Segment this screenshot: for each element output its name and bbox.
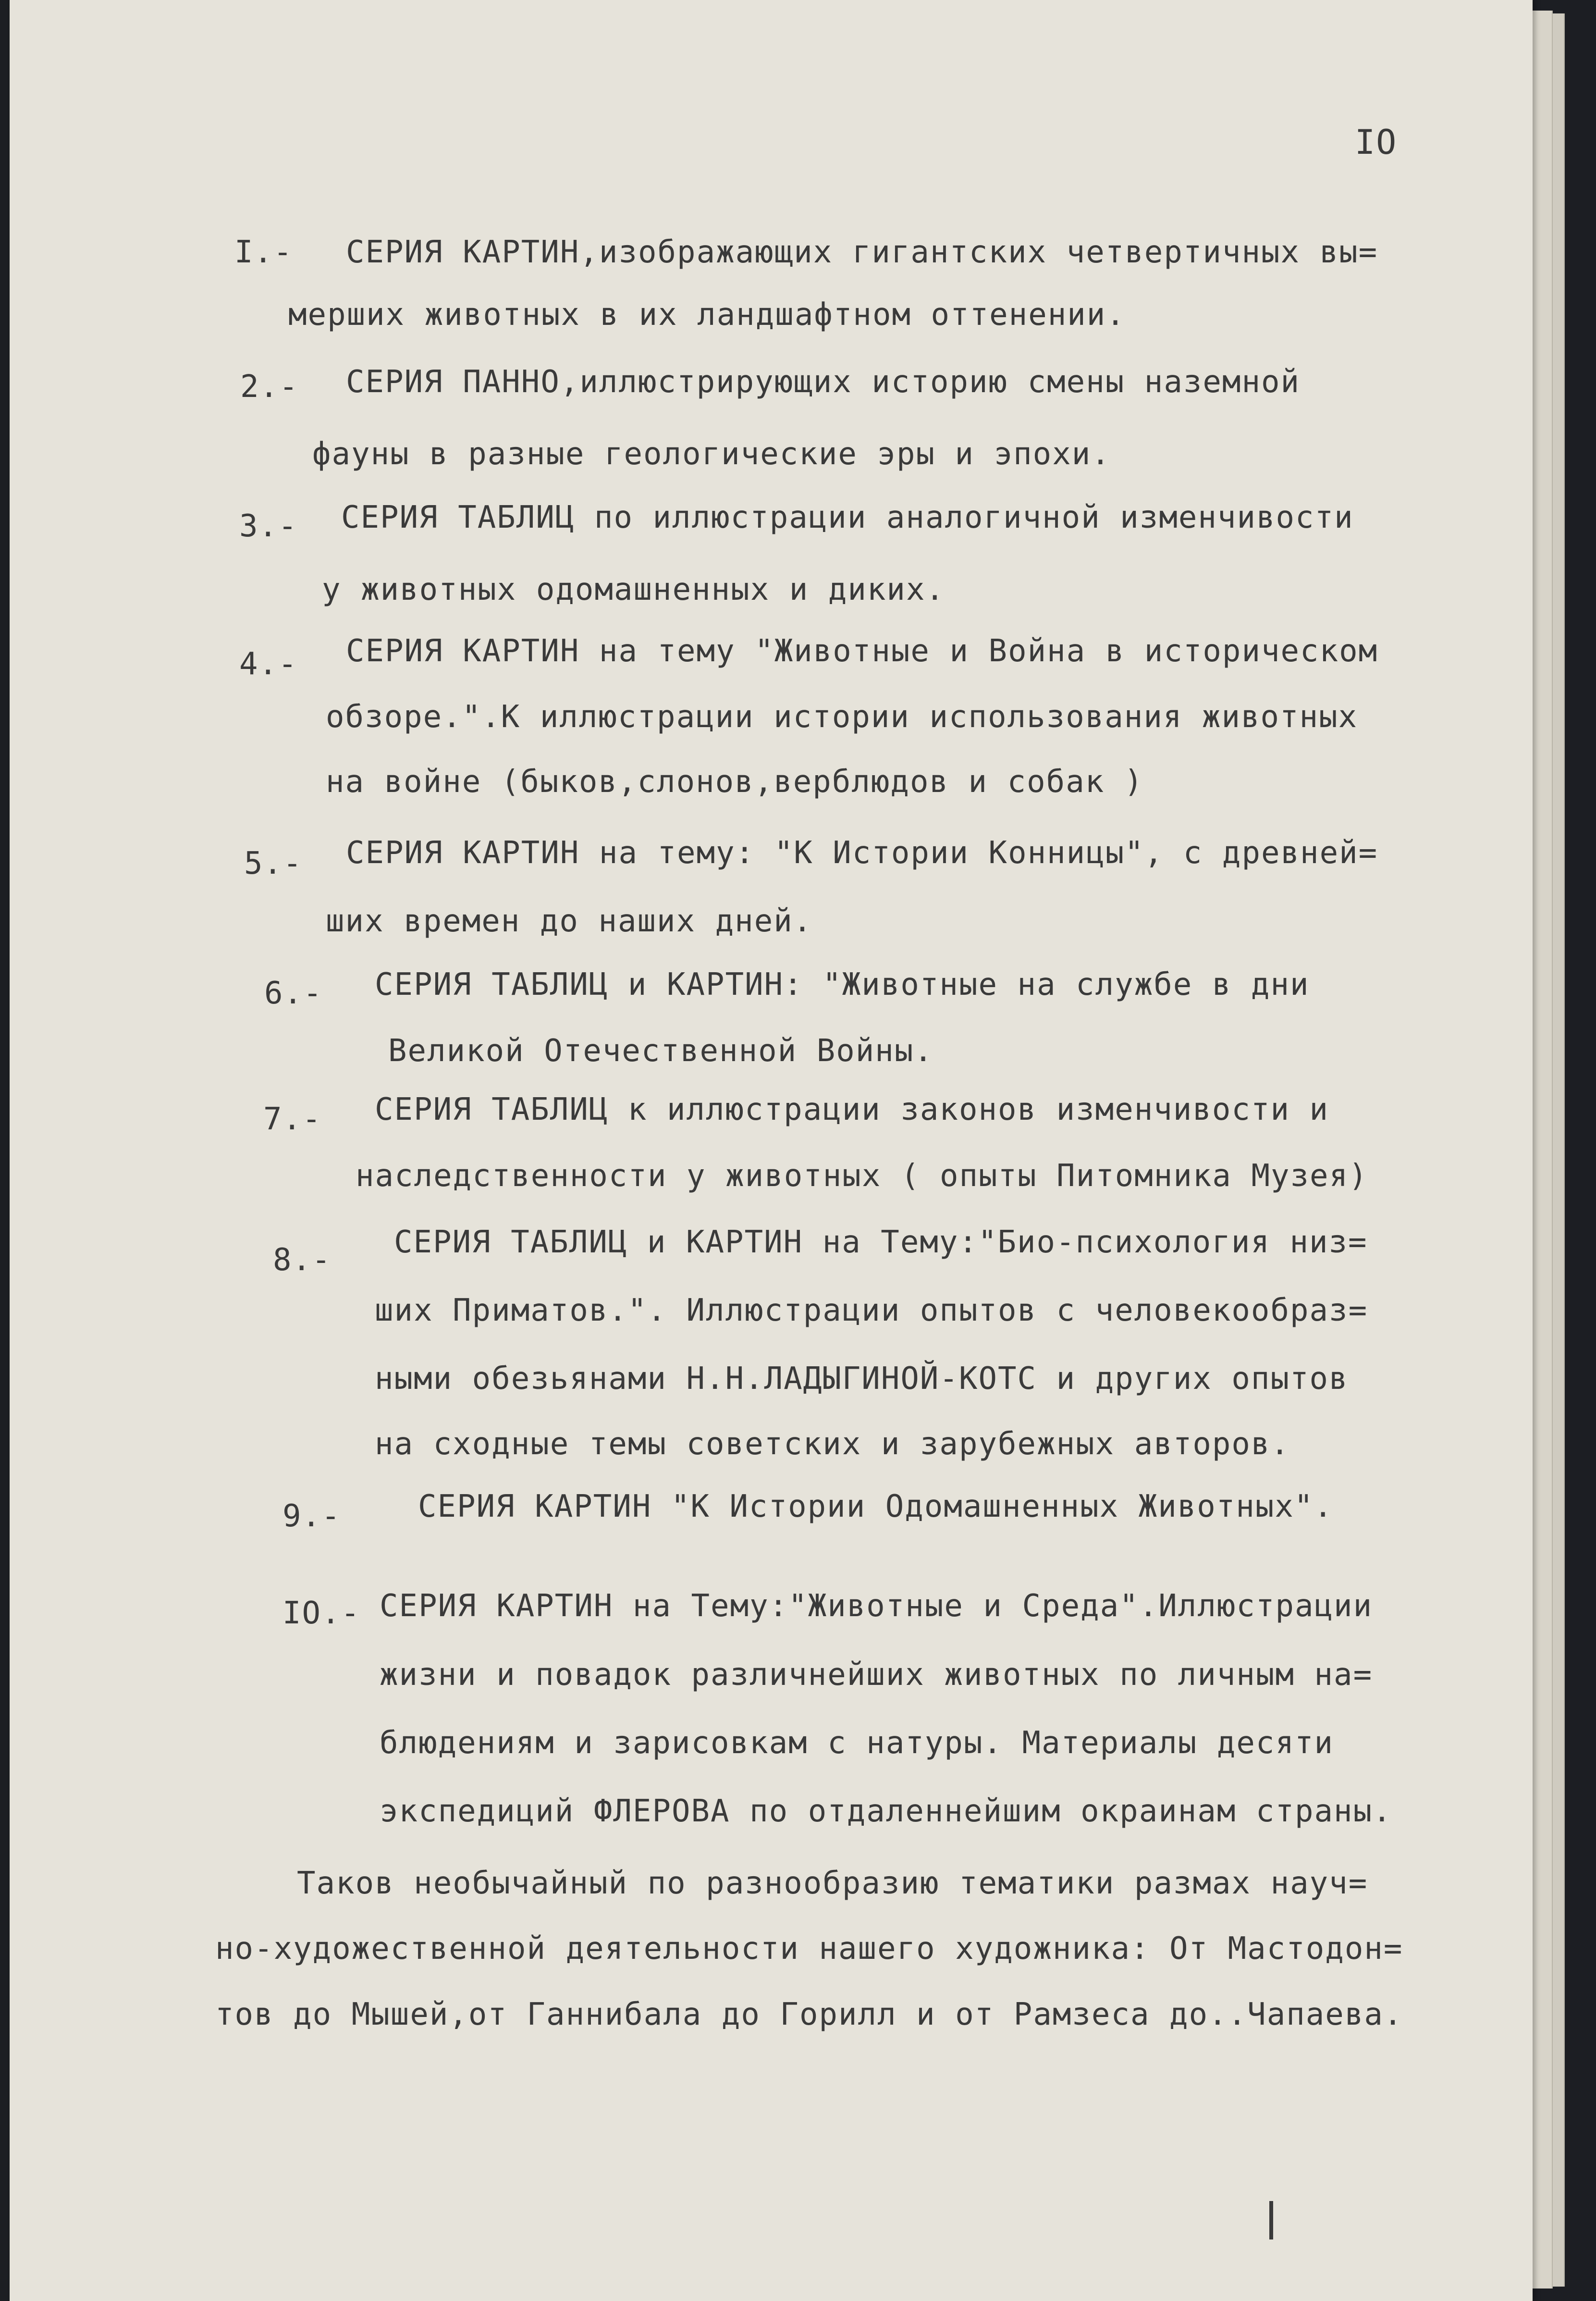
item-line: СЕРИЯ ТАБЛИЦ по иллюстрации аналогичной изменчивости [341, 500, 1354, 535]
item-line: наследственности у животных ( опыты Питомника Музея) [356, 1158, 1368, 1194]
item-line: жизни и повадок различнейших животных по личным на= [380, 1657, 1373, 1693]
item-line: мерших животных в их ландшафтном оттенении. [288, 297, 1126, 333]
item-number: 8.- [273, 1242, 331, 1278]
item-line: фауны в разные геологические эры и эпохи. [312, 436, 1111, 472]
closing-line: но-художественной деятельности нашего художника: От Мастодон= [215, 1931, 1403, 1967]
item-number: 6.- [264, 976, 323, 1011]
typed-page [10, 0, 1533, 2301]
item-line: обзоре.".К иллюстрации истории использования животных [326, 699, 1358, 735]
page-number: IO [1355, 123, 1398, 162]
item-line: Великой Отечественной Войны. [388, 1033, 933, 1069]
item-line: на сходные темы советских и зарубежных авторов. [375, 1426, 1290, 1462]
item-number: IO.- [282, 1596, 361, 1631]
item-line: СЕРИЯ КАРТИН "К Истории Одомашненных Животных". [418, 1489, 1333, 1524]
item-line: СЕРИЯ КАРТИН на тему "Животные и Война в историческом [346, 633, 1378, 669]
closing-line: тов до Мышей,от Ганнибала до Горилл и от Рамзеса до..Чапаева. [215, 1997, 1403, 2032]
item-line: СЕРИЯ КАРТИН,изображающих гигантских четвертичных вы= [346, 235, 1378, 270]
item-line: экспедиций ФЛЕРОВА по отдаленнейшим окраинам страны. [380, 1794, 1392, 1829]
item-line: у животных одомашненных и диких. [322, 572, 945, 607]
item-line: ными обезьянами Н.Н.ЛАДЫГИНОЙ-КОТС и других опытов [375, 1361, 1349, 1397]
item-line: СЕРИЯ ТАБЛИЦ к иллюстрации законов изменчивости и [375, 1092, 1329, 1127]
closing-line: Таков необычайный по разнообразию тематики размах науч= [297, 1866, 1368, 1901]
item-number: 9.- [282, 1498, 341, 1534]
item-line: СЕРИЯ ТАБЛИЦ и КАРТИН: "Животные на службе в дни [375, 967, 1310, 1002]
item-line: ших Приматов.". Иллюстрации опытов с человекообраз= [375, 1293, 1368, 1328]
item-line: ших времен до наших дней. [326, 903, 813, 939]
item-line: СЕРИЯ ПАННО,иллюстрирующих историю смены наземной [346, 364, 1301, 400]
item-number: 3.- [239, 508, 298, 544]
item-line: СЕРИЯ КАРТИН на тему: "К Истории Конницы", с древней= [346, 835, 1378, 871]
item-number: 5.- [244, 846, 303, 881]
item-line: СЕРИЯ ТАБЛИЦ и КАРТИН на Тему:"Био-психология низ= [394, 1225, 1368, 1260]
item-line: на войне (быков,слонов,верблюдов и собак ) [326, 764, 1144, 800]
pencil-mark [1269, 2201, 1273, 2239]
item-number: 7.- [263, 1101, 322, 1137]
item-line: СЕРИЯ КАРТИН на Тему:"Животные и Среда".Иллюстрации [380, 1588, 1373, 1624]
item-number: 2.- [240, 369, 299, 405]
item-number: I.- [234, 235, 293, 270]
item-line: блюдениям и зарисовкам с натуры. Материалы десяти [380, 1725, 1334, 1761]
item-number: 4.- [239, 646, 298, 682]
